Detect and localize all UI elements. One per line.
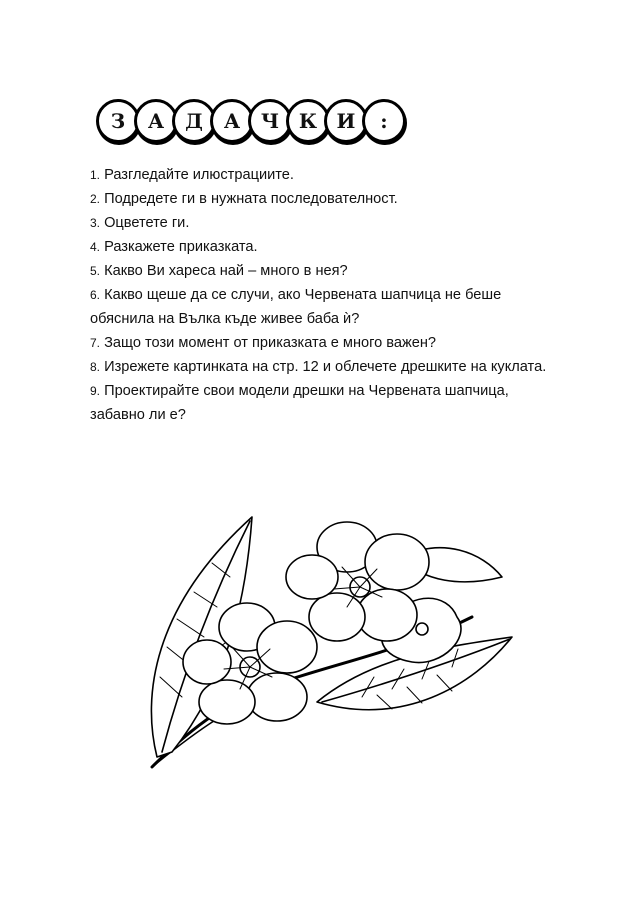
task-item: 3. Оцветете ги. <box>90 215 190 231</box>
task-item: 9. Проектирайте свои модели дрешки на Червената шапчица, <box>90 383 509 399</box>
title-letter: З <box>96 99 140 143</box>
task-item: 4. Разкажете приказката. <box>90 239 258 255</box>
task-item: 5. Какво Ви хареса най – много в нея? <box>90 263 348 279</box>
task-item: 8. Изрежете картинката на стр. 12 и облечете дрешките на куклата. <box>90 359 547 375</box>
task-item: 6. Какво щеше да се случи, ако Червената шапчица не беше <box>90 287 502 303</box>
task-list <box>90 163 610 427</box>
worksheet-title <box>96 99 400 145</box>
title-letter: А <box>210 99 254 143</box>
title-letter: Ч <box>248 99 292 143</box>
title-letter: И <box>324 99 368 143</box>
task-item-continuation: забавно ли е? <box>90 407 186 423</box>
title-letter: К <box>286 99 330 143</box>
task-item-continuation: обяснила на Вълка къде живее баба ѝ? <box>90 311 360 327</box>
task-item: 1. Разгледайте илюстрациите. <box>90 167 294 183</box>
flower-branch-coloring-icon <box>112 497 532 797</box>
title-letter: А <box>134 99 178 143</box>
title-letter: Д <box>172 99 216 143</box>
task-item: 2. Подредете ги в нужната последователност. <box>90 191 398 207</box>
task-item: 7. Защо този момент от приказката е много важен? <box>90 335 437 351</box>
title-letter: : <box>362 99 406 143</box>
